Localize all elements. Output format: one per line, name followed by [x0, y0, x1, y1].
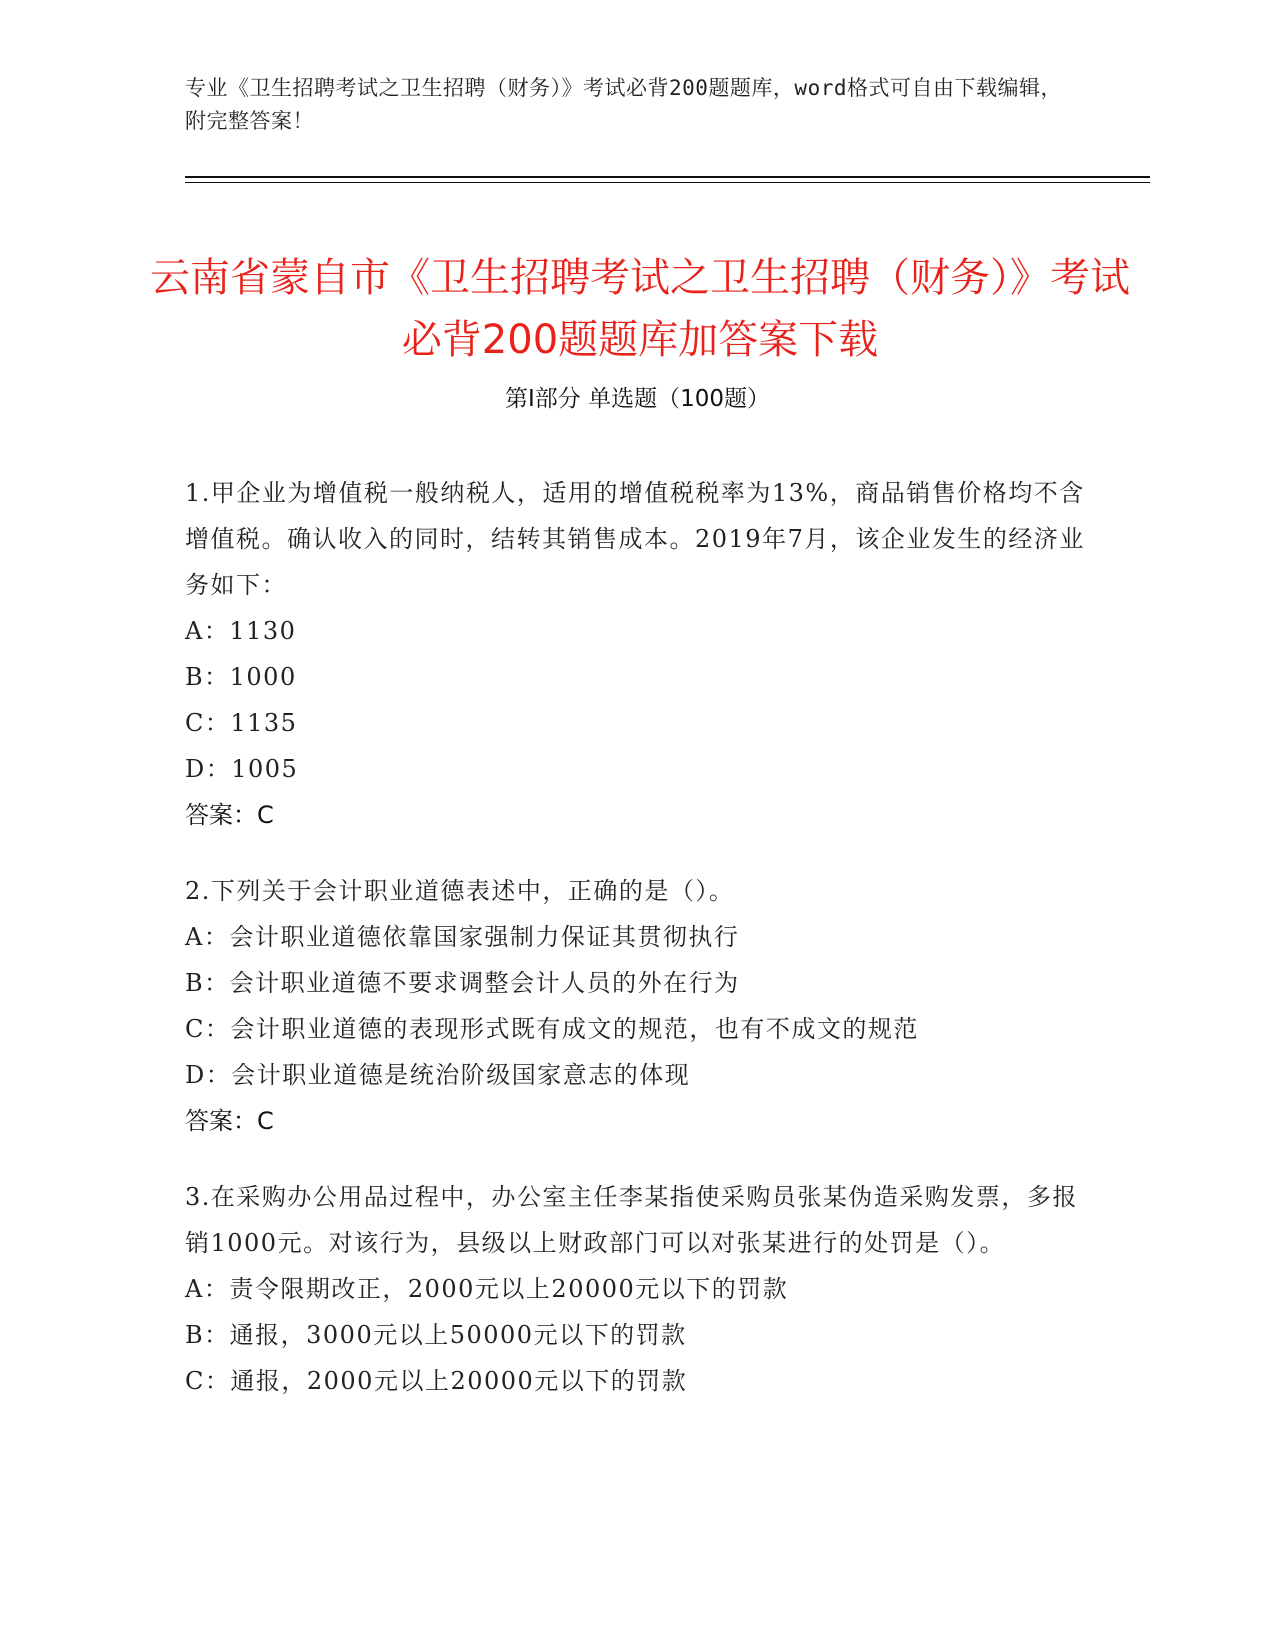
option-text: 通报，3000元以上50000元以下的罚款	[229, 1321, 687, 1349]
option-letter: D：	[185, 755, 232, 783]
option-text: 1130	[229, 617, 297, 645]
option-d	[185, 746, 1085, 792]
option-a	[185, 1266, 1085, 1312]
option-text: 会计职业道德依靠国家强制力保证其贯彻执行	[229, 923, 740, 951]
option-b	[185, 1312, 1085, 1358]
option-text: 1005	[231, 755, 299, 783]
option-a	[185, 914, 1085, 960]
header-rule-thin	[185, 182, 1150, 183]
option-letter: C：	[185, 1015, 231, 1043]
option-text: 1135	[230, 709, 298, 737]
option-letter: A：	[185, 923, 230, 951]
option-text: 1000	[229, 663, 297, 691]
option-b	[185, 654, 1085, 700]
option-c	[185, 700, 1085, 746]
question-1	[185, 470, 1085, 838]
option-letter: B：	[185, 663, 230, 691]
option-letter: C：	[185, 1367, 231, 1395]
option-a	[185, 608, 1085, 654]
option-text: 通报，2000元以上20000元以下的罚款	[230, 1367, 688, 1395]
answer: 答案：C	[185, 801, 274, 829]
question-list	[185, 470, 1085, 1434]
header-rule-thick	[185, 176, 1150, 178]
question-text: 1.甲企业为增值税一般纳税人，适用的增值税税率为13%，商品销售价格均不含增值税。确认收入的同时，结转其销售成本。2019年7月，该企业发生的经济业务如下：	[185, 479, 1085, 599]
option-letter: A：	[185, 1275, 230, 1303]
option-d	[185, 1052, 1085, 1098]
option-c	[185, 1006, 1085, 1052]
option-text: 会计职业道德是统治阶级国家意志的体现	[231, 1061, 691, 1089]
option-letter: B：	[185, 1321, 230, 1349]
document-title: 云南省蒙自市《卫生招聘考试之卫生招聘（财务）》考试必背200题题库加答案下载	[150, 254, 1130, 363]
option-letter: D：	[185, 1061, 232, 1089]
option-b	[185, 960, 1085, 1006]
option-text: 会计职业道德不要求调整会计人员的外在行为	[229, 969, 740, 997]
option-c	[185, 1358, 1085, 1404]
option-letter: A：	[185, 617, 230, 645]
question-2	[185, 868, 1085, 1144]
question-text: 3.在采购办公用品过程中，办公室主任李某指使采购员张某伪造采购发票，多报销1000元。对该行为，县级以上财政部门可以对张某进行的处罚是（）。	[185, 1183, 1078, 1257]
section-title: 第I部分 单选题（100题）	[505, 386, 770, 412]
question-text: 2.下列关于会计职业道德表述中，正确的是（）。	[185, 877, 735, 905]
question-3	[185, 1174, 1085, 1404]
header-note: 专业《卫生招聘考试之卫生招聘（财务）》考试必背200题题库，word格式可自由下载编辑，附完整答案！	[185, 76, 1062, 133]
answer: 答案：C	[185, 1107, 274, 1135]
option-text: 责令限期改正，2000元以上20000元以下的罚款	[229, 1275, 789, 1303]
option-letter: C：	[185, 709, 231, 737]
option-letter: B：	[185, 969, 230, 997]
option-text: 会计职业道德的表现形式既有成文的规范，也有不成文的规范	[230, 1015, 919, 1043]
